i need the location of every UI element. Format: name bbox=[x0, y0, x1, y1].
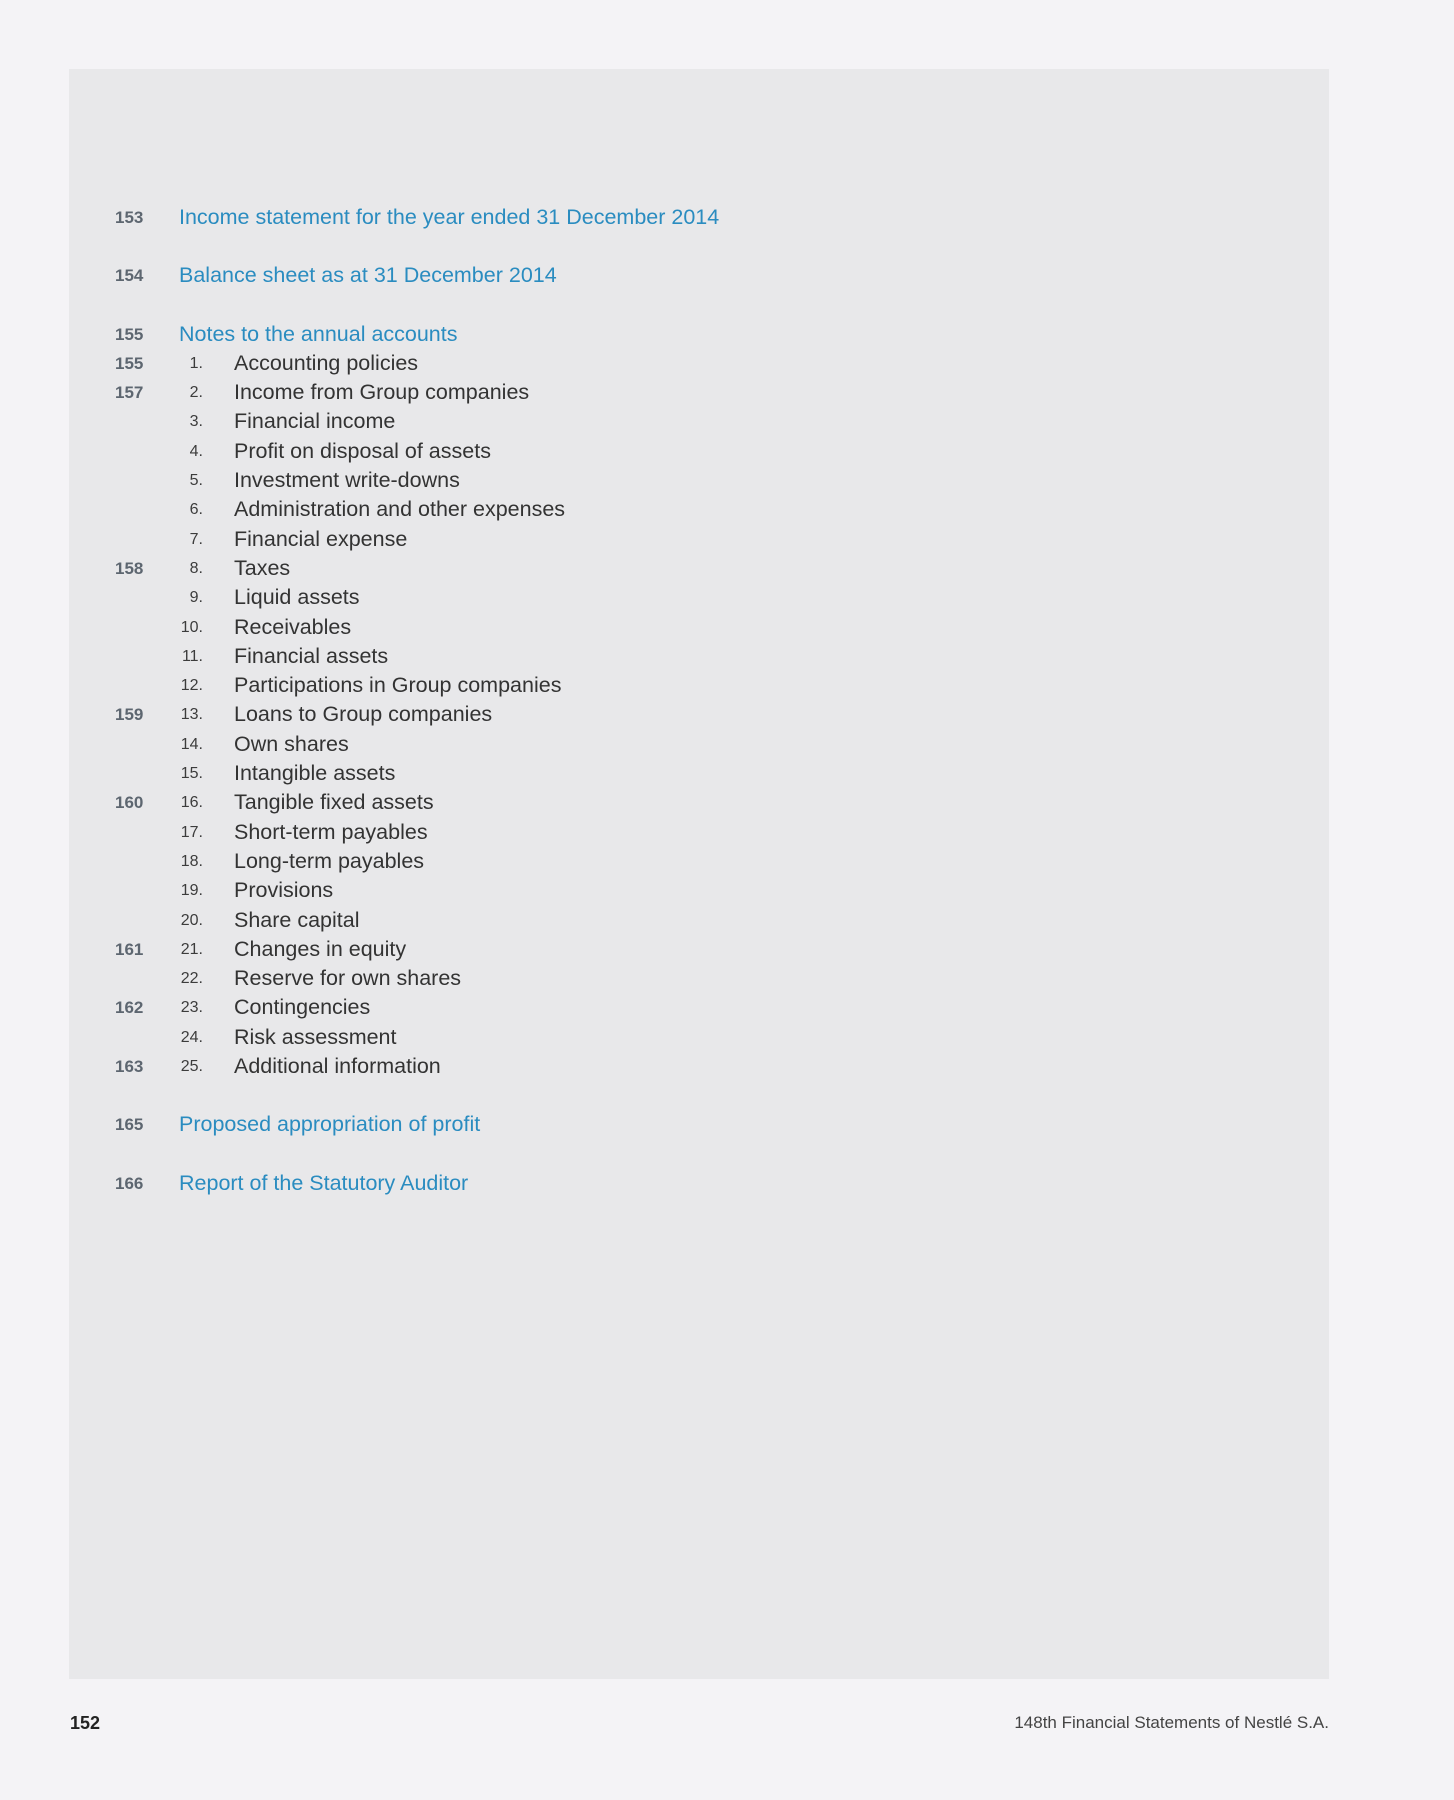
toc-note-number: 12. bbox=[180, 677, 203, 695]
toc-page-number: 160 bbox=[115, 793, 144, 813]
toc-note-number: 4. bbox=[189, 442, 203, 460]
toc-note-title[interactable]: Short-term payables bbox=[234, 819, 428, 844]
toc-page-number: 155 bbox=[115, 353, 144, 373]
toc-note-item[interactable] bbox=[69, 759, 1329, 788]
toc-note-title[interactable]: Income from Group companies bbox=[234, 380, 530, 405]
toc-page-number: 153 bbox=[115, 208, 144, 227]
toc-note-title[interactable]: Taxes bbox=[234, 555, 291, 580]
toc-note-item[interactable] bbox=[69, 788, 1329, 817]
toc-note-number: 16. bbox=[180, 794, 203, 812]
toc-note-item[interactable] bbox=[69, 993, 1329, 1022]
toc-heading[interactable] bbox=[69, 1169, 1329, 1198]
toc-page-number: 157 bbox=[115, 383, 144, 403]
toc-note-item[interactable] bbox=[69, 613, 1329, 642]
toc-note-number: 21. bbox=[180, 940, 203, 958]
toc-note-title[interactable]: Share capital bbox=[234, 907, 360, 932]
toc-note-item[interactable] bbox=[69, 700, 1329, 729]
toc-note-number: 22. bbox=[180, 970, 203, 988]
toc-note-item[interactable] bbox=[69, 671, 1329, 700]
toc-note-title[interactable]: Liquid assets bbox=[234, 585, 360, 610]
toc-note-number: 7. bbox=[189, 530, 203, 548]
toc-note-item[interactable] bbox=[69, 495, 1329, 524]
toc-note-title[interactable]: Additional information bbox=[234, 1054, 441, 1079]
toc-note-title[interactable]: Financial income bbox=[234, 409, 396, 434]
toc-note-title[interactable]: Changes in equity bbox=[234, 936, 407, 961]
toc-note-item[interactable] bbox=[69, 407, 1329, 436]
toc-note-item[interactable] bbox=[69, 525, 1329, 554]
toc-note-number: 5. bbox=[189, 472, 203, 490]
toc-heading-link[interactable]: Report of the Statutory Auditor bbox=[179, 1170, 469, 1195]
toc-page-number: 166 bbox=[115, 1173, 144, 1193]
toc-heading[interactable] bbox=[69, 261, 1329, 290]
toc-note-number: 10. bbox=[180, 618, 203, 636]
toc-note-item[interactable] bbox=[69, 583, 1329, 612]
toc-heading-link[interactable]: Proposed appropriation of profit bbox=[179, 1112, 481, 1137]
toc-note-item[interactable] bbox=[69, 349, 1329, 378]
toc-note-number: 6. bbox=[189, 501, 203, 519]
toc-heading[interactable] bbox=[69, 1110, 1329, 1139]
toc-note-title[interactable]: Profit on disposal of assets bbox=[234, 438, 491, 463]
footer-publication-title: 148th Financial Statements of Nestlé S.A. bbox=[1014, 1713, 1329, 1732]
toc-heading-link[interactable]: Income statement for the year ended 31 December 2014 bbox=[179, 205, 720, 229]
toc-note-item[interactable] bbox=[69, 466, 1329, 495]
toc-note-number: 1. bbox=[189, 354, 203, 372]
toc-note-title[interactable]: Intangible assets bbox=[234, 761, 396, 786]
toc-note-title[interactable]: Administration and other expenses bbox=[234, 497, 566, 522]
toc-note-title[interactable]: Accounting policies bbox=[234, 350, 419, 375]
toc-note-number: 24. bbox=[180, 1028, 203, 1046]
toc-note-number: 3. bbox=[189, 413, 203, 431]
toc-page-number: 155 bbox=[115, 324, 144, 344]
toc-note-item[interactable] bbox=[69, 730, 1329, 759]
toc-note-item[interactable] bbox=[69, 876, 1329, 905]
toc-note-item[interactable] bbox=[69, 906, 1329, 935]
toc-note-number: 13. bbox=[180, 706, 203, 724]
toc-page-number: 154 bbox=[115, 266, 144, 286]
table-of-contents bbox=[69, 203, 1329, 1198]
toc-note-number: 19. bbox=[180, 882, 203, 900]
toc-page-number: 162 bbox=[115, 998, 144, 1018]
toc-note-item[interactable] bbox=[69, 818, 1329, 847]
toc-note-item[interactable] bbox=[69, 1052, 1329, 1081]
toc-page-number: 161 bbox=[115, 939, 144, 959]
toc-note-title[interactable]: Investment write-downs bbox=[234, 468, 460, 493]
toc-note-number: 15. bbox=[180, 765, 203, 783]
toc-page-number: 165 bbox=[115, 1115, 144, 1135]
toc-note-item[interactable] bbox=[69, 935, 1329, 964]
contents-panel bbox=[69, 69, 1329, 1679]
toc-note-title[interactable]: Loans to Group companies bbox=[234, 702, 493, 727]
toc-note-title[interactable]: Risk assessment bbox=[234, 1024, 397, 1049]
toc-note-item[interactable] bbox=[69, 1023, 1329, 1052]
toc-note-item[interactable] bbox=[69, 642, 1329, 671]
toc-note-item[interactable] bbox=[69, 964, 1329, 993]
toc-page-number: 159 bbox=[115, 705, 144, 725]
toc-note-item[interactable] bbox=[69, 437, 1329, 466]
toc-note-title[interactable]: Provisions bbox=[234, 878, 334, 903]
toc-note-number: 25. bbox=[180, 1058, 203, 1076]
toc-note-number: 23. bbox=[180, 999, 203, 1017]
toc-note-title[interactable]: Long-term payables bbox=[234, 848, 425, 873]
toc-note-title[interactable]: Own shares bbox=[234, 731, 349, 756]
toc-note-title[interactable]: Receivables bbox=[234, 614, 352, 639]
toc-note-number: 8. bbox=[189, 559, 203, 577]
toc-note-number: 11. bbox=[181, 647, 203, 665]
toc-note-number: 17. bbox=[180, 823, 203, 841]
toc-note-title[interactable]: Tangible fixed assets bbox=[234, 790, 434, 815]
toc-note-item[interactable] bbox=[69, 554, 1329, 583]
toc-note-item[interactable] bbox=[69, 378, 1329, 407]
toc-note-title[interactable]: Financial assets bbox=[234, 643, 389, 668]
toc-note-title[interactable]: Financial expense bbox=[234, 526, 408, 551]
toc-note-number: 18. bbox=[180, 852, 203, 870]
toc-note-number: 20. bbox=[180, 911, 203, 929]
toc-page-number: 158 bbox=[115, 558, 144, 578]
footer-page-number: 152 bbox=[70, 1713, 101, 1733]
toc-heading-link[interactable]: Balance sheet as at 31 December 2014 bbox=[179, 263, 557, 288]
toc-heading[interactable] bbox=[69, 203, 1329, 232]
toc-note-title[interactable]: Participations in Group companies bbox=[234, 673, 562, 698]
toc-note-number: 2. bbox=[189, 384, 203, 402]
toc-heading[interactable] bbox=[69, 320, 1329, 349]
toc-note-item[interactable] bbox=[69, 847, 1329, 876]
toc-heading-link[interactable]: Notes to the annual accounts bbox=[179, 321, 458, 346]
toc-page-number: 163 bbox=[115, 1057, 144, 1077]
toc-note-title[interactable]: Contingencies bbox=[234, 995, 371, 1020]
toc-note-title[interactable]: Reserve for own shares bbox=[234, 966, 462, 991]
toc-note-number: 14. bbox=[180, 735, 203, 753]
toc-note-number: 9. bbox=[189, 589, 203, 607]
